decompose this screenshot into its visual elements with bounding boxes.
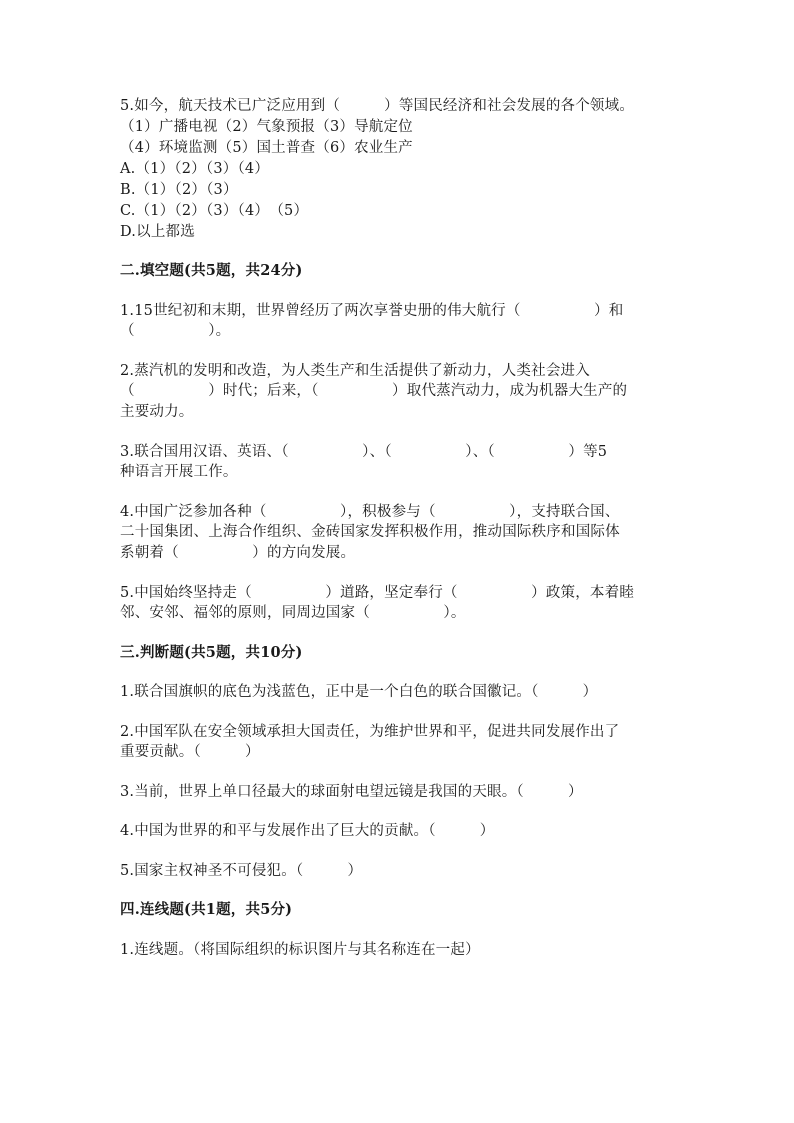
fill-q4-line2: 二十国集团、上海合作组织、金砖国家发挥积极作用，推动国际秩序和国际体	[120, 524, 620, 540]
fill-q1-line2: （ ）。	[120, 323, 231, 339]
tf-q2-line2: 重要贡献。（ ）	[120, 744, 260, 760]
fill-q3-line2: 种语言开展工作。	[120, 464, 238, 480]
section-heading-matching: 四.连线题(共1题，共5分)	[120, 901, 293, 918]
tf-q1: 1.联合国旗帜的底色为浅蓝色，正中是一个白色的联合国徽记。（ ）	[120, 684, 598, 700]
choice-q5-option-c: C.（1）（2）（3）（4） （5）	[120, 203, 309, 219]
tf-q3: 3.当前，世界上单口径最大的球面射电望远镜是我国的天眼。（ ）	[120, 784, 583, 800]
fill-q5-line1: 5.中国始终坚持走（ ）道路，坚定奉行（ ）政策，本着睦	[120, 585, 635, 601]
fill-q2-line3: 主要动力。	[120, 404, 194, 420]
fill-q4-line3: 系朝着（ ）的方向发展。	[120, 545, 356, 561]
tf-q2-line1: 2.中国军队在安全领域承担大国责任，为维护世界和平，促进共同发展作出了	[120, 724, 620, 740]
fill-q4-line1: 4.中国广泛参加各种（ ），积极参与（ ），支持联合国、	[120, 504, 620, 520]
fill-q2-line2: （ ）时代；后来，（ ）取代蒸汽动力，成为机器大生产的	[120, 383, 628, 399]
choice-q5-option-a: A.（1）（2）（3）（4）	[120, 161, 270, 177]
match-q1: 1.连线题。（将国际组织的标识图片与其名称连在一起）	[120, 942, 480, 958]
choice-q5-items-2: （4）环境监测（5）国土普查（6）农业生产	[120, 140, 413, 156]
section-heading-fill-blank: 二.填空题(共5题，共24分)	[120, 262, 303, 279]
fill-q1-line1: 1.15世纪初和末期，世界曾经历了两次享誉史册的伟大航行（ ）和	[120, 303, 624, 319]
tf-q4: 4.中国为世界的和平与发展作出了巨大的贡献。（ ）	[120, 823, 495, 839]
choice-q5-option-d: D.以上都选	[120, 224, 195, 240]
choice-q5-option-b: B.（1）（2）（3）	[120, 182, 238, 198]
section-heading-true-false: 三.判断题(共5题，共10分)	[120, 644, 303, 661]
choice-q5-stem: 5.如今，航天技术已广泛应用到（ ）等国民经济和社会发展的各个领域。	[120, 98, 635, 114]
tf-q5: 5.国家主权神圣不可侵犯。（ ）	[120, 863, 363, 879]
choice-q5-items-1: （1）广播电视（2）气象预报（3）导航定位	[120, 119, 413, 135]
fill-q3-line1: 3.联合国用汉语、英语、（ ）、（ ）、（ ）等5	[120, 444, 608, 460]
fill-q5-line2: 邻、安邻、福邻的原则，同周边国家（ ）。	[120, 605, 466, 621]
fill-q2-line1: 2.蒸汽机的发明和改造，为人类生产和生活提供了新动力，人类社会进入	[120, 363, 590, 379]
